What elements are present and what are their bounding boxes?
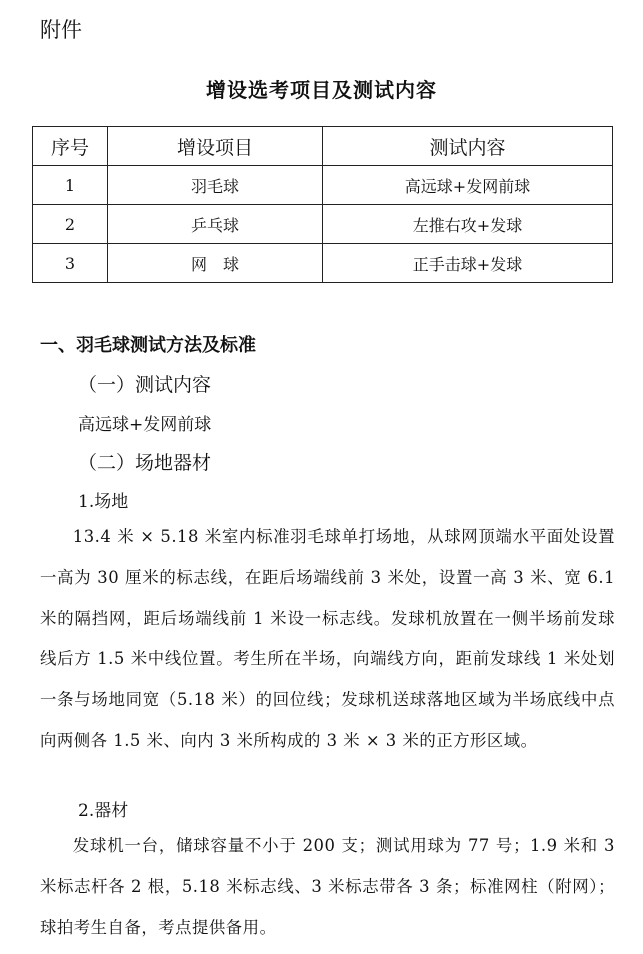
table-header-row [33, 127, 613, 166]
venue-label: 1.场地 [78, 492, 129, 512]
row-item: 羽毛球 [108, 166, 323, 205]
test-content-text: 高远球+发网前球 [78, 415, 212, 435]
row-no: 2 [33, 205, 108, 244]
row-item: 乒乓球 [108, 205, 323, 244]
row-content: 高远球+发网前球 [323, 166, 613, 205]
row-content: 左推右攻+发球 [323, 205, 613, 244]
row-content: 正手击球+发球 [323, 244, 613, 283]
equipment-paragraph: 发球机一台，储球容量不小于 200 支；测试用球为 77 号；1.9 米和 3 米标志杆各 2 根，5.18 米标志线、3 米标志带各 3 条；标准网柱（附网）；球拍考生自备，考点提供备用。 [40, 836, 615, 937]
attachment-label: 附件 [40, 18, 82, 42]
subsection-heading-test-content: （一）测试内容 [78, 374, 212, 396]
row-item: 网 球 [108, 244, 323, 283]
row-no: 3 [33, 244, 108, 283]
table-row [33, 166, 613, 205]
header-no: 序号 [33, 127, 108, 166]
equipment-label: 2.器材 [78, 801, 129, 821]
table-row [33, 244, 613, 283]
table-row [33, 205, 613, 244]
subsection-heading-venue-equipment: （二）场地器材 [78, 452, 212, 474]
header-content: 测试内容 [323, 127, 613, 166]
items-table [32, 126, 613, 283]
section-heading-badminton: 一、羽毛球测试方法及标准 [40, 335, 256, 356]
page-title: 增设选考项目及测试内容 [206, 78, 437, 102]
venue-paragraph: 13.4 米 × 5.18 米室内标准羽毛球单打场地，从球网顶端水平面处设置一高为 30 厘米的标志线，在距后场端线前 3 米处，设置一高 3 米、宽 6.1 米的隔挡网，距后场端线前 1 米设一标志线。发球机放置在一侧半场前发球线后方 1.5 米中线位置。考生所在半场，向端线方向，距前发球线 1 米处划一条与场地同宽（5.18 米）的回位线；发球机送球落地区域为半场底线中点向两侧各 1.5 米、向内 3 米所构成的 3 米 × 3 米的正方形区域。 [40, 527, 615, 750]
row-no: 1 [33, 166, 108, 205]
header-item: 增设项目 [108, 127, 323, 166]
